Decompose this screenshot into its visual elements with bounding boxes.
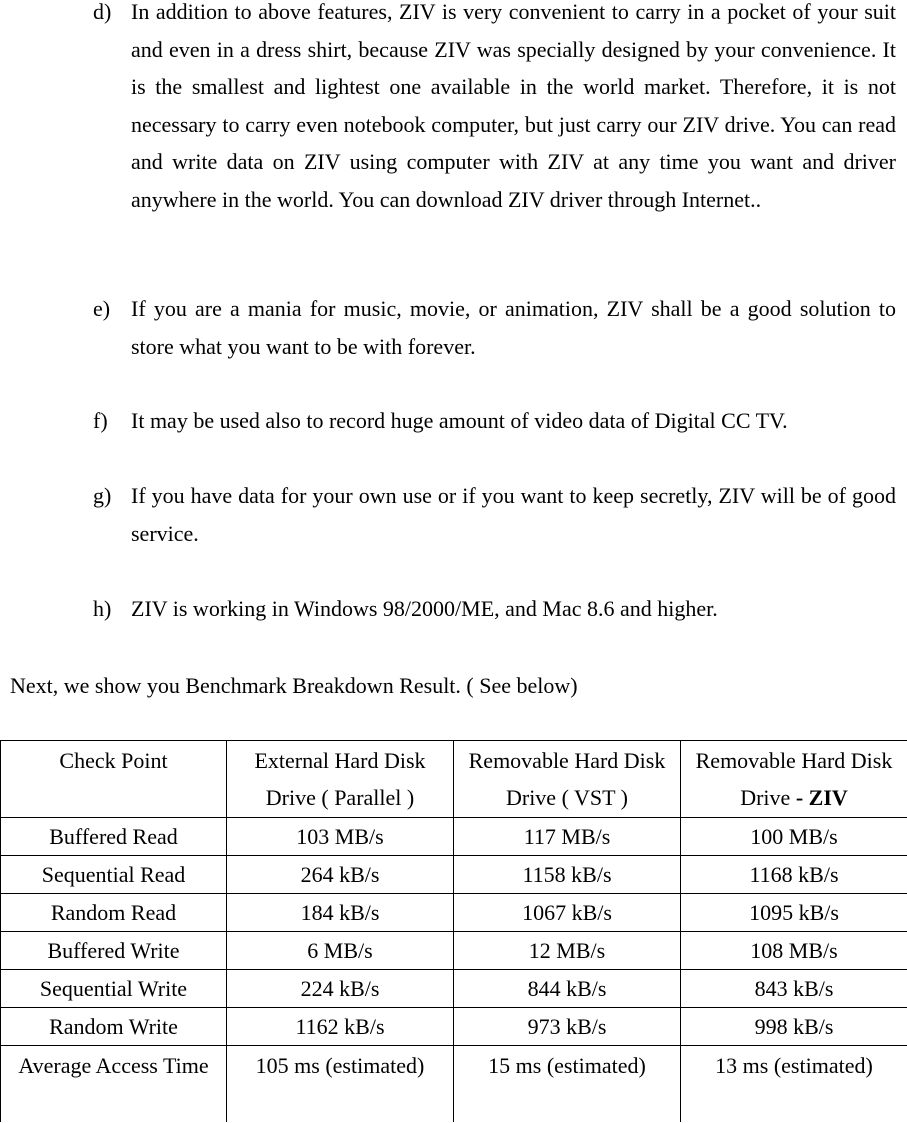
list-item-text: If you have data for your own use or if you want to keep secretly, ZIV will be of good service. [131,483,896,546]
list-item-h [93,590,896,628]
table-cell: Random Read [1,894,227,932]
table-cell: 108 MB/s [681,932,907,970]
header-removable-vst: Removable Hard Disk Drive ( VST ) [454,741,681,818]
list-marker: e) [93,296,111,321]
table-cell: 12 MB/s [454,932,681,970]
list-marker: g) [93,483,112,508]
table-row [1,856,907,894]
table-cell: 1168 kB/s [681,856,907,894]
table-cell: 224 kB/s [227,970,454,1008]
table-cell: 1158 kB/s [454,856,681,894]
header-external-hdd: External Hard Disk Drive ( Parallel ) [227,741,454,818]
list-item-d [93,0,896,218]
table-cell: 1067 kB/s [454,894,681,932]
header-removable-ziv-label: Removable Hard Disk Drive [695,748,893,810]
table-cell: Average Access Time [1,1046,227,1123]
table-cell: 1095 kB/s [681,894,907,932]
table-cell: 15 ms (estimated) [454,1046,681,1123]
table-row [1,932,907,970]
list-item-text: In addition to above features, ZIV is very convenient to carry in a pocket of your suit and even in a dress shirt, because ZIV was specially designed by your convenience. It is the smallest and lightest one available in the world market. Therefore, it is not necessary to carry even notebook computer, but just carry our ZIV drive. You can read and write data on ZIV using computer with ZIV at any time you want and driver anywhere in the world. You can download ZIV driver through Internet.. [131,0,896,212]
table-cell: 6 MB/s [227,932,454,970]
table-row [1,1008,907,1046]
benchmark-table [0,740,907,1122]
list-item-text: It may be used also to record huge amount of video data of Digital CC TV. [131,408,788,433]
table-row [1,818,907,856]
table-cell: 184 kB/s [227,894,454,932]
table-cell: Sequential Read [1,856,227,894]
table-cell: 1162 kB/s [227,1008,454,1046]
table-cell: 973 kB/s [454,1008,681,1046]
table-cell: 100 MB/s [681,818,907,856]
table-cell: 105 ms (estimated) [227,1046,454,1123]
list-marker: d) [93,0,112,24]
header-check-point: Check Point [1,741,227,818]
table-cell: Sequential Write [1,970,227,1008]
header-ziv-suffix: - ZIV [795,785,848,810]
table-cell: Buffered Write [1,932,227,970]
table-cell: 264 kB/s [227,856,454,894]
table-cell: Random Write [1,1008,227,1046]
table-header-row [1,741,907,818]
table-row [1,1046,907,1123]
table-cell: 844 kB/s [454,970,681,1008]
list-item-e [93,290,896,365]
list-item-text: If you are a mania for music, movie, or animation, ZIV shall be a good solution to store what you want to be with forever. [131,296,896,359]
list-item-g [93,477,896,552]
table-cell: 117 MB/s [454,818,681,856]
benchmark-intro: Next, we show you Benchmark Breakdown Result. ( See below) [10,673,578,698]
table-cell: 13 ms (estimated) [681,1046,907,1123]
table-cell: 843 kB/s [681,970,907,1008]
list-item-f [93,402,896,440]
table-row [1,894,907,932]
header-removable-ziv [681,741,907,818]
list-marker: h) [93,596,112,621]
table-cell: 998 kB/s [681,1008,907,1046]
list-item-text: ZIV is working in Windows 98/2000/ME, and Mac 8.6 and higher. [131,596,718,621]
table-cell: Buffered Read [1,818,227,856]
table-row [1,970,907,1008]
list-marker: f) [93,408,108,433]
table-cell: 103 MB/s [227,818,454,856]
